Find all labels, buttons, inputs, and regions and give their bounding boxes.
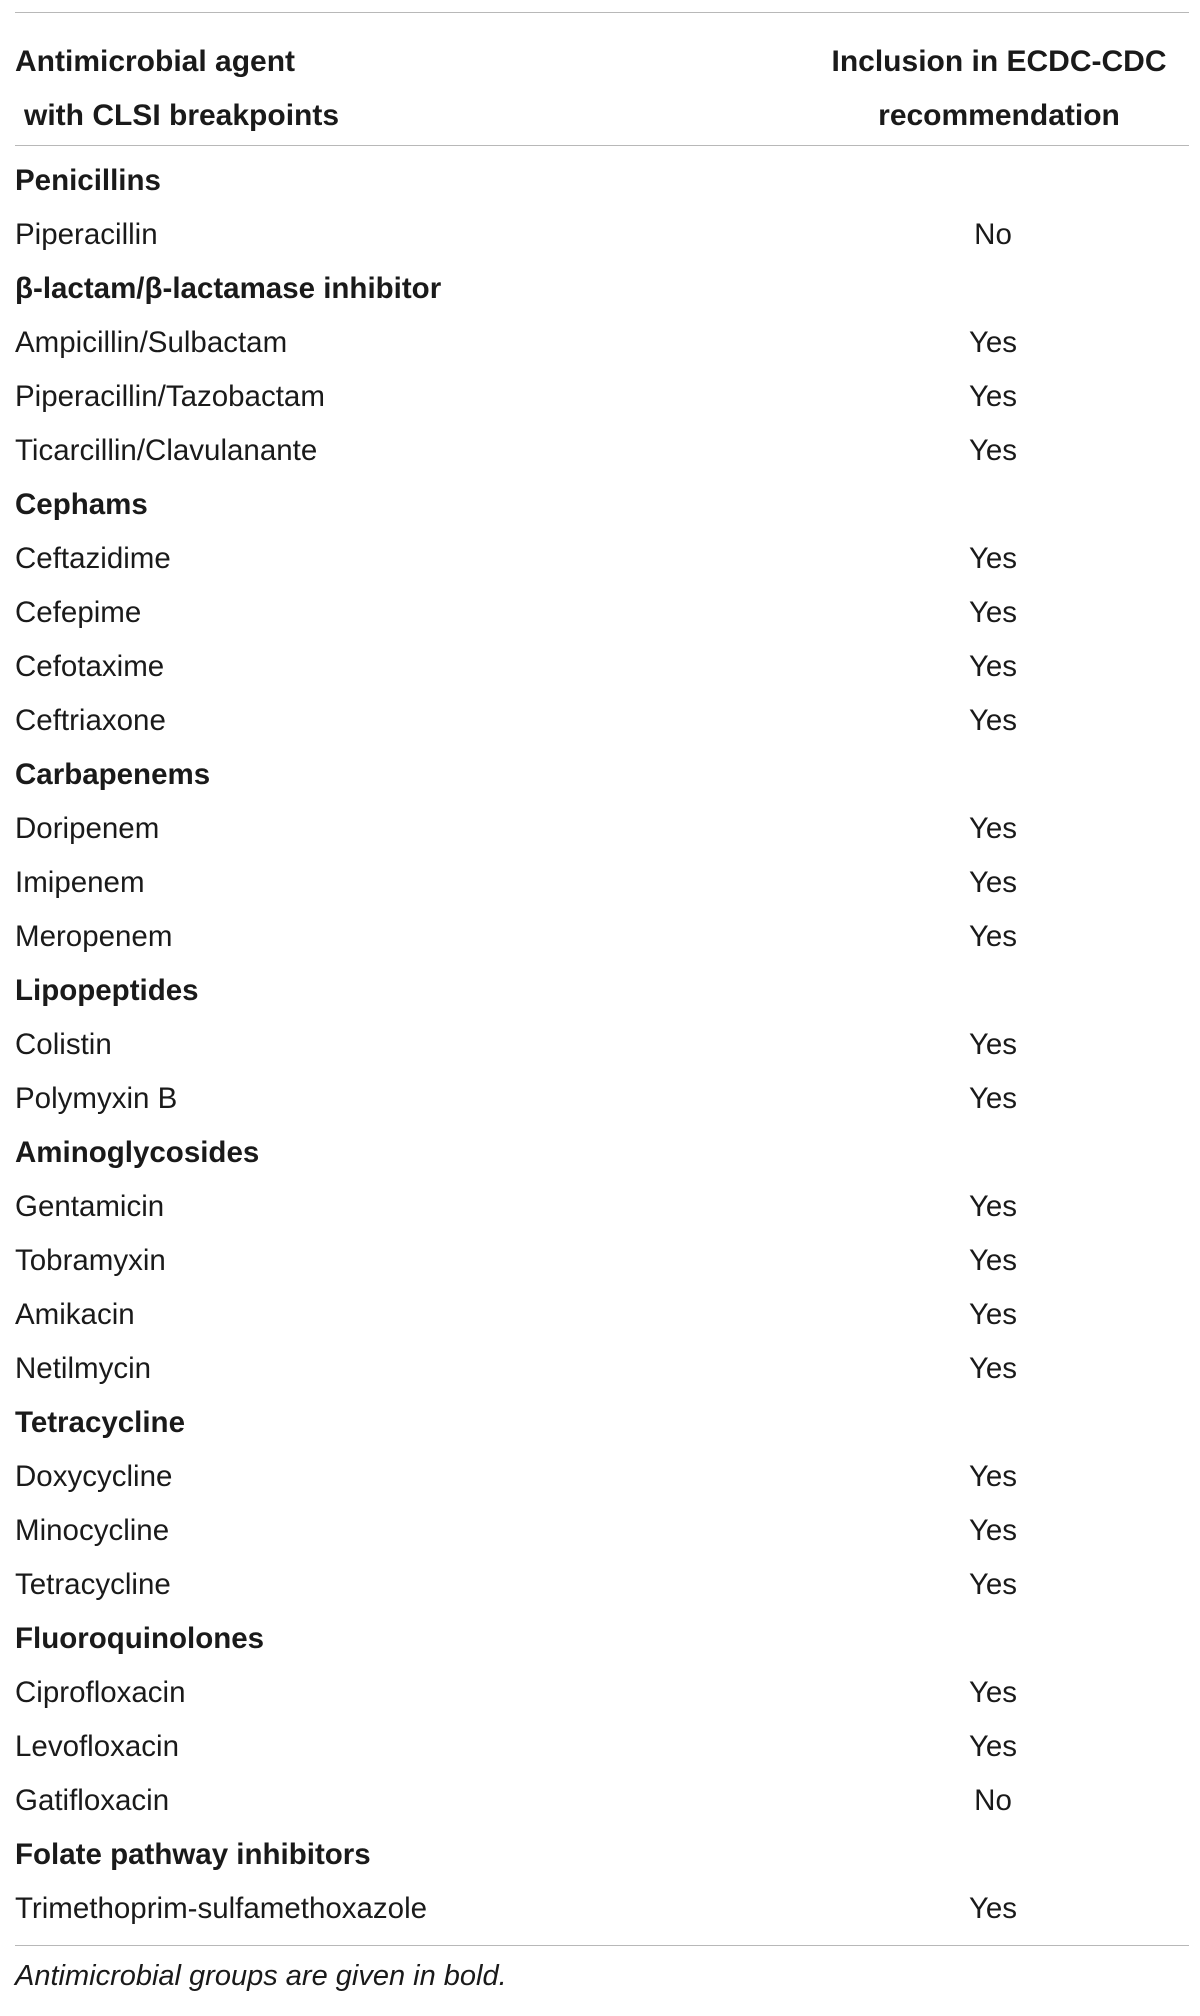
table-row bbox=[15, 316, 1189, 370]
table-row bbox=[15, 424, 1189, 478]
table-row bbox=[15, 802, 1189, 856]
header-inclusion-line1: Inclusion in ECDC-CDC bbox=[831, 45, 1167, 78]
inclusion-value: Yes bbox=[968, 1730, 1018, 1763]
inclusion-value: No bbox=[974, 218, 1012, 251]
table-row bbox=[15, 1882, 1189, 1936]
group-name: Lipopeptides bbox=[15, 974, 199, 1007]
agent-name: Imipenem bbox=[15, 866, 145, 899]
agent-name: Amikacin bbox=[15, 1298, 135, 1331]
agent-name: Gatifloxacin bbox=[15, 1784, 170, 1817]
agent-name: Ceftriaxone bbox=[15, 704, 166, 737]
table-row bbox=[15, 1666, 1189, 1720]
inclusion-value: Yes bbox=[968, 1028, 1018, 1061]
inclusion-value: Yes bbox=[968, 596, 1018, 629]
inclusion-value: Yes bbox=[968, 1892, 1018, 1925]
agent-name: Gentamicin bbox=[15, 1190, 165, 1223]
group-row bbox=[15, 154, 1189, 208]
group-row bbox=[15, 964, 1189, 1018]
table-row bbox=[15, 1072, 1189, 1126]
table-row bbox=[15, 1558, 1189, 1612]
agent-name: Ampicillin/Sulbactam bbox=[15, 326, 288, 359]
group-name: Cephams bbox=[15, 488, 148, 521]
agent-name: Ceftazidime bbox=[15, 542, 171, 575]
table-row bbox=[15, 1504, 1189, 1558]
inclusion-value: Yes bbox=[968, 1298, 1018, 1331]
agent-name: Cefotaxime bbox=[15, 650, 165, 683]
inclusion-value: Yes bbox=[968, 1352, 1018, 1385]
group-row bbox=[15, 1612, 1189, 1666]
agent-name: Tetracycline bbox=[15, 1568, 171, 1601]
agent-name: Cefepime bbox=[15, 596, 142, 629]
table-row bbox=[15, 1774, 1189, 1828]
table-row bbox=[15, 586, 1189, 640]
group-name: Penicillins bbox=[15, 164, 161, 197]
inclusion-value: Yes bbox=[968, 434, 1018, 467]
table-row bbox=[15, 1018, 1189, 1072]
agent-name: Piperacillin bbox=[15, 218, 158, 251]
table-row bbox=[15, 1342, 1189, 1396]
group-name: Tetracycline bbox=[15, 1406, 185, 1439]
inclusion-value: Yes bbox=[968, 1244, 1018, 1277]
header-inclusion-column bbox=[809, 35, 1189, 143]
inclusion-value: Yes bbox=[968, 1460, 1018, 1493]
agent-name: Piperacillin/Tazobactam bbox=[15, 380, 325, 413]
inclusion-value: Yes bbox=[968, 812, 1018, 845]
inclusion-value: No bbox=[974, 1784, 1012, 1817]
table-row bbox=[15, 1180, 1189, 1234]
inclusion-value: Yes bbox=[968, 1676, 1018, 1709]
inclusion-value: Yes bbox=[968, 542, 1018, 575]
agent-name: Minocycline bbox=[15, 1514, 170, 1547]
table-row bbox=[15, 208, 1189, 262]
header-inclusion-line2: recommendation bbox=[878, 99, 1120, 132]
group-row bbox=[15, 478, 1189, 532]
group-name: Fluoroquinolones bbox=[15, 1622, 265, 1655]
table-row bbox=[15, 1720, 1189, 1774]
header-agent-line1: Antimicrobial agent bbox=[15, 45, 296, 78]
group-name: Folate pathway inhibitors bbox=[15, 1838, 371, 1871]
table-footnote: Antimicrobial groups are given in bold. bbox=[15, 1960, 507, 1992]
table-row bbox=[15, 640, 1189, 694]
antimicrobial-table bbox=[15, 12, 1189, 2006]
inclusion-value: Yes bbox=[968, 650, 1018, 683]
agent-name: Polymyxin B bbox=[15, 1082, 178, 1115]
agent-name: Colistin bbox=[15, 1028, 112, 1061]
table-row bbox=[15, 370, 1189, 424]
agent-name: Tobramyxin bbox=[15, 1244, 166, 1277]
inclusion-value: Yes bbox=[968, 380, 1018, 413]
header-agent-column bbox=[15, 35, 339, 143]
inclusion-value: Yes bbox=[968, 326, 1018, 359]
agent-name: Ticarcillin/Clavulanante bbox=[15, 434, 318, 467]
table-row bbox=[15, 532, 1189, 586]
agent-name: Trimethoprim-sulfamethoxazole bbox=[15, 1892, 428, 1925]
inclusion-value: Yes bbox=[968, 1568, 1018, 1601]
group-row bbox=[15, 262, 1189, 316]
group-row bbox=[15, 1828, 1189, 1882]
table-row bbox=[15, 1234, 1189, 1288]
group-name: β-lactam/β-lactamase inhibitor bbox=[15, 272, 442, 305]
table-row bbox=[15, 694, 1189, 748]
table-row bbox=[15, 1450, 1189, 1504]
group-name: Carbapenems bbox=[15, 758, 211, 791]
table-row bbox=[15, 856, 1189, 910]
agent-name: Levofloxacin bbox=[15, 1730, 179, 1763]
table-row bbox=[15, 910, 1189, 964]
agent-name: Netilmycin bbox=[15, 1352, 152, 1385]
inclusion-value: Yes bbox=[968, 704, 1018, 737]
table-header bbox=[15, 13, 1189, 145]
table-row bbox=[15, 1288, 1189, 1342]
inclusion-value: Yes bbox=[968, 1082, 1018, 1115]
inclusion-value: Yes bbox=[968, 1190, 1018, 1223]
group-row bbox=[15, 1396, 1189, 1450]
inclusion-value: Yes bbox=[968, 1514, 1018, 1547]
inclusion-value: Yes bbox=[968, 920, 1018, 953]
agent-name: Doxycycline bbox=[15, 1460, 173, 1493]
inclusion-value: Yes bbox=[968, 866, 1018, 899]
header-agent-line2: with CLSI breakpoints bbox=[24, 99, 340, 132]
group-row bbox=[15, 1126, 1189, 1180]
group-row bbox=[15, 748, 1189, 802]
agent-name: Ciprofloxacin bbox=[15, 1676, 186, 1709]
agent-name: Doripenem bbox=[15, 812, 160, 845]
agent-name: Meropenem bbox=[15, 920, 173, 953]
table-body bbox=[15, 146, 1189, 1936]
group-name: Aminoglycosides bbox=[15, 1136, 260, 1169]
